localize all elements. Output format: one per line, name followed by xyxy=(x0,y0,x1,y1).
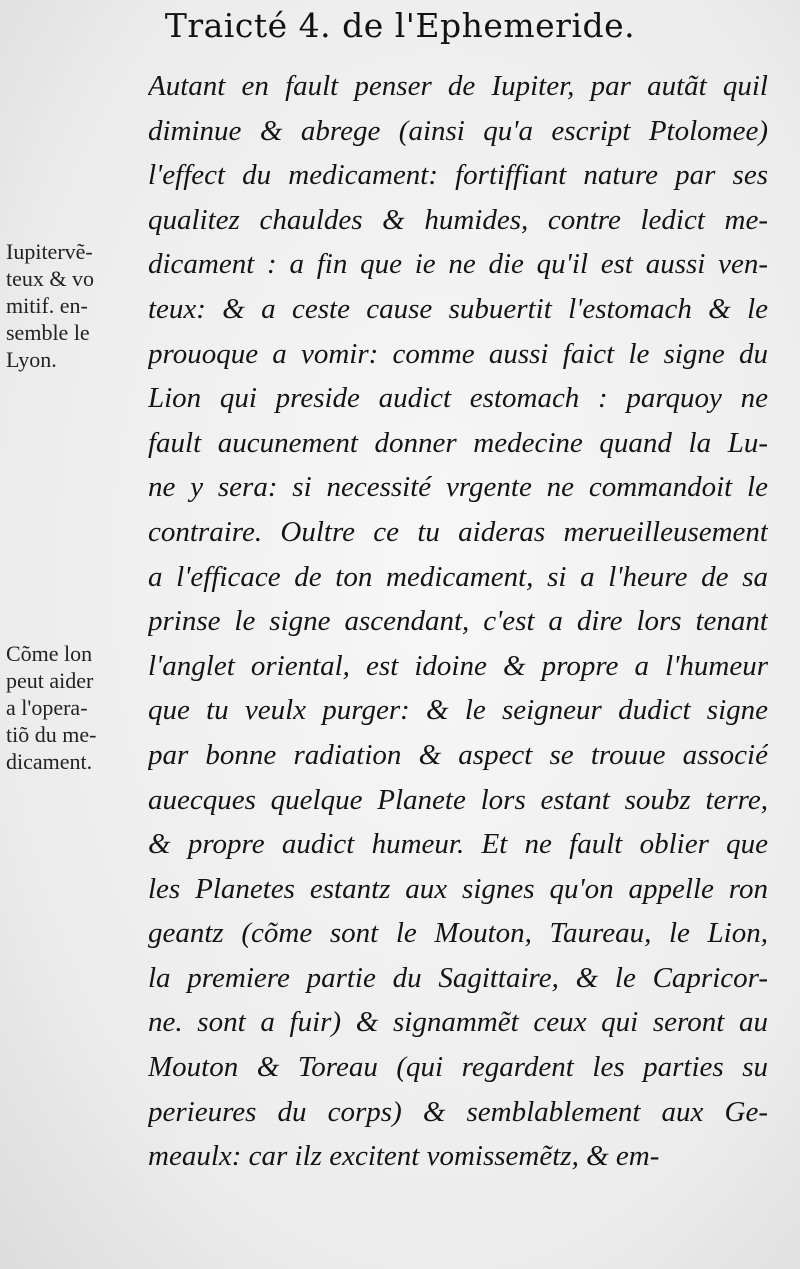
text-line: les Planetes estantz aux signes qu'on appelle ron xyxy=(148,872,768,905)
text-line: Mouton & Toreau (qui regardent les parties su xyxy=(148,1051,768,1084)
margin-note-line: Iupitervẽ- xyxy=(6,239,93,264)
text-line: prouoque a vomir: comme aussi faict le signe du xyxy=(148,337,768,370)
margin-note-line: mitif. en- xyxy=(6,293,88,318)
text-line: qualitez chauldes & humides, contre ledict me- xyxy=(148,203,768,236)
text-line: que tu veulx purger: & le seigneur dudict signe xyxy=(148,694,768,727)
margin-note-line: dicament. xyxy=(6,749,93,774)
margin-note-line: Cõme lon xyxy=(6,641,93,666)
margin-note-line: tiõ du me- xyxy=(6,722,97,747)
text-line: par bonne radiation & aspect se trouue associé xyxy=(148,738,768,771)
text-line: l'effect du medicament: fortiffiant nature par ses xyxy=(148,159,768,192)
body-text xyxy=(148,64,768,1179)
text-line: diminue & abrege (ainsi qu'a escript Ptolomee) xyxy=(148,114,768,147)
text-line: a l'efficace de ton medicament, si a l'heure de sa xyxy=(148,560,768,593)
text-line: contraire. Oultre ce tu aideras merueilleusement xyxy=(148,515,768,548)
margin-note-jupiter xyxy=(6,238,146,373)
margin-note-line: teux & vo xyxy=(6,266,94,291)
text-line: & propre audict humeur. Et ne fault oblier que xyxy=(148,828,768,861)
margin-note-line: Lyon. xyxy=(6,347,57,372)
margin-note-line: peut aider xyxy=(6,668,94,693)
text-line: Lion qui preside audict estomach : parquoy ne xyxy=(148,382,768,415)
text-line: perieures du corps) & semblablement aux Ge- xyxy=(148,1095,768,1128)
text-line: auecques quelque Planete lors estant soubz terre, xyxy=(148,783,768,816)
text-line: ne. sont a fuir) & signammẽt ceux qui seront au xyxy=(148,1006,768,1039)
text-line: meaulx: car ilz excitent vomissemẽtz, & em- xyxy=(148,1140,660,1173)
running-header: Traicté 4. de l'Ephemeride. xyxy=(164,6,636,45)
text-line: dicament : a fin que ie ne die qu'il est aussi ven- xyxy=(148,248,768,281)
text-line: l'anglet oriental, est idoine & propre a l'humeur xyxy=(148,649,768,682)
margin-note-line: a l'opera- xyxy=(6,695,88,720)
text-line: prinse le signe ascendant, c'est a dire lors tenant xyxy=(148,605,768,638)
margin-note-operation xyxy=(6,640,146,775)
text-line: geantz (cõme sont le Mouton, Taureau, le Lion, xyxy=(148,917,768,950)
margin-note-line: semble le xyxy=(6,320,90,345)
text-line: fault aucunement donner medecine quand la Lu- xyxy=(148,426,768,459)
text-line: ne y sera: si necessité vrgente ne commandoit le xyxy=(148,471,768,504)
text-line: la premiere partie du Sagittaire, & le Capricor- xyxy=(148,961,768,994)
text-line: Autant en fault penser de Iupiter, par autãt quil xyxy=(148,70,768,102)
text-line: teux: & a ceste cause subuertit l'estomach & le xyxy=(148,292,768,325)
